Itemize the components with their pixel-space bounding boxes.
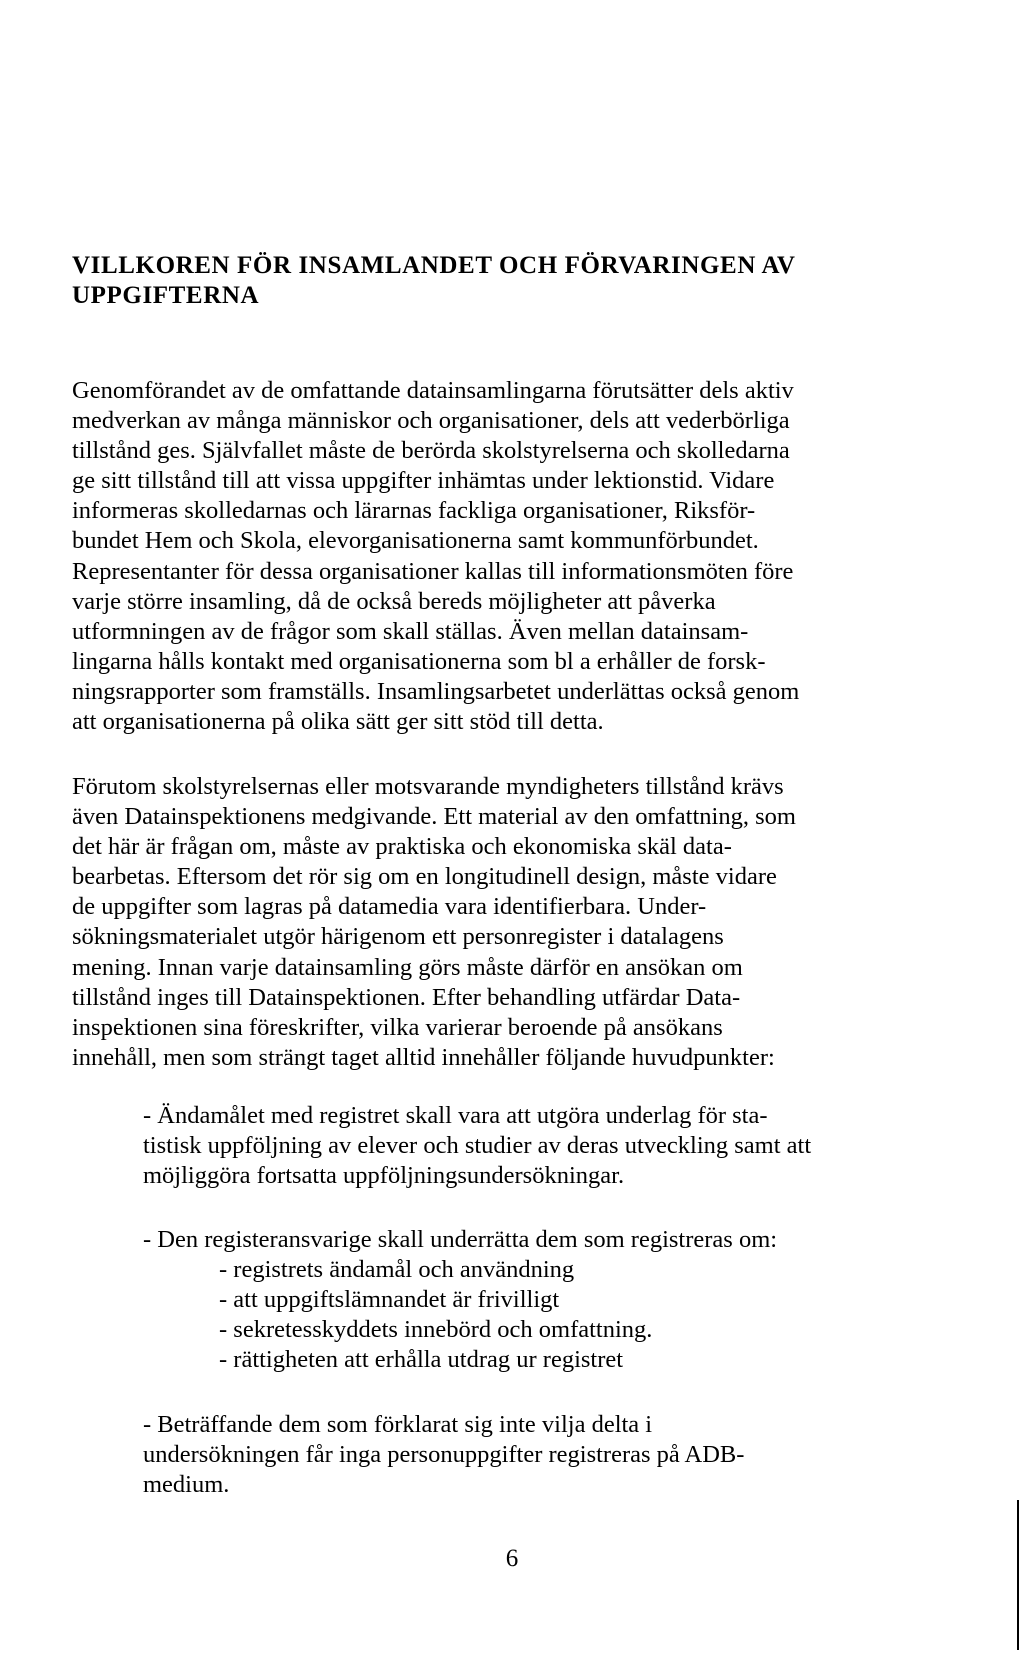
sub-list-item: - registrets ändamål och användning [219, 1256, 575, 1284]
text-line: bundet Hem och Skola, elevorganisationerna samt kommunförbundet. [72, 527, 759, 555]
text-line: Genomförandet av de omfattande datainsamlingarna förutsätter dels aktiv [72, 377, 794, 404]
text-line: även Datainspektionens medgivande. Ett material av den omfattning, som [72, 803, 796, 831]
text-line: - Den registeransvarige skall underrätta dem som registreras om: [143, 1226, 778, 1253]
scan-edge-mark [1017, 1500, 1019, 1650]
text-line: inspektionen sina föreskrifter, vilka varierar beroende på ansökans [72, 1013, 723, 1041]
list-item-non-participants [143, 1410, 963, 1500]
sub-list [143, 1255, 963, 1375]
sub-list-item: - rättigheten att erhålla utdrag ur registret [219, 1346, 624, 1374]
heading-line: VILLKOREN FÖR INSAMLANDET OCH FÖRVARINGEN AV [72, 252, 796, 279]
text-line: informeras skolledarnas och lärarnas fackliga organisationer, Riksför- [72, 497, 756, 525]
text-line: bearbetas. Eftersom det rör sig om en longitudinell design, måste vidare [72, 863, 777, 891]
text-line: att organisationerna på olika sätt ger sitt stöd till detta. [72, 708, 604, 736]
text-line: - Beträffande dem som förklarat sig inte vilja delta i [143, 1411, 653, 1438]
text-line: de uppgifter som lagras på datamedia vara identifierbara. Under- [72, 893, 707, 921]
text-line: utformningen av de frågor som skall ställas. Även mellan datainsam- [72, 617, 749, 645]
text-line: medverkan av många människor och organisationer, dels att vederbörliga [72, 407, 790, 435]
text-line: medium. [143, 1471, 230, 1499]
text-line: ningsrapporter som framställs. Insamlingsarbetet underlättas också genom [72, 677, 800, 705]
text-line: varje större insamling, då de också bereds möjligheter att påverka [72, 587, 716, 615]
text-line: sökningsmaterialet utgör härigenom ett personregister i datalagens [72, 923, 724, 951]
text-line: - Ändamålet med registret skall vara att utgöra underlag för sta- [143, 1102, 768, 1129]
text-line: lingarna hålls kontakt med organisationerna som bl a erhåller de forsk- [72, 647, 766, 675]
text-line: Förutom skolstyrelsernas eller motsvarande myndigheters tillstånd krävs [72, 773, 784, 800]
sub-list-item: - sekretesskyddets innebörd och omfattning. [219, 1316, 653, 1344]
text-line: det här är frågan om, måste av praktiska och ekonomiska skäl data- [72, 833, 732, 861]
section-heading [72, 251, 952, 311]
text-line: mening. Innan varje datainsamling görs måste därför en ansökan om [72, 953, 743, 981]
page-number: 6 [505, 1545, 519, 1572]
text-line: ge sitt tillstånd till att vissa uppgifter inhämtas under lektionstid. Vidare [72, 467, 775, 495]
text-line: undersökningen får inga personuppgifter registreras på ADB- [143, 1441, 745, 1469]
text-line: möjliggöra fortsatta uppföljningsundersökningar. [143, 1162, 625, 1190]
text-line: tistisk uppföljning av elever och studier av deras utveckling samt att [143, 1132, 812, 1160]
list-item-purpose [143, 1101, 963, 1191]
paragraph-datainspection [72, 772, 962, 1073]
text-line: innehåll, men som strängt taget alltid innehåller följande huvudpunkter: [72, 1043, 775, 1071]
heading-line: UPPGIFTERNA [72, 282, 260, 309]
text-line: Representanter för dessa organisationer kallas till informationsmöten före [72, 557, 794, 585]
list-item-notification [143, 1225, 963, 1375]
text-line: tillstånd ges. Självfallet måste de berörda skolstyrelserna och skolledarna [72, 437, 790, 465]
sub-list-item: - att uppgiftslämnandet är frivilligt [219, 1286, 560, 1314]
text-line: tillstånd inges till Datainspektionen. Efter behandling utfärdar Data- [72, 983, 741, 1011]
paragraph-data-collection [72, 376, 962, 737]
